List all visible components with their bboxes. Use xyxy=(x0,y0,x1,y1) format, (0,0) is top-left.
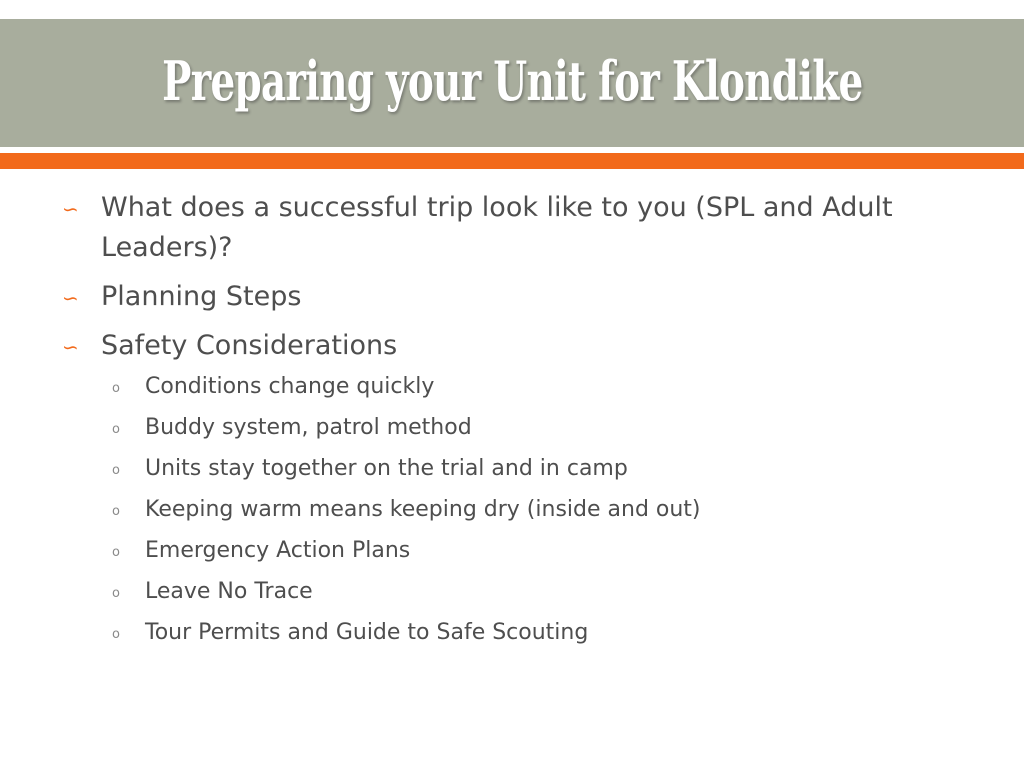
sub-bullet-item xyxy=(0,576,1024,608)
bullet-safety-considerations xyxy=(0,326,1024,366)
sub-bullet-item xyxy=(0,371,1024,403)
sub-bullet-item xyxy=(0,617,1024,649)
hollow-circle-bullet-icon: o xyxy=(112,422,120,437)
title-band xyxy=(0,19,1024,147)
hollow-circle-bullet-icon: o xyxy=(112,627,120,642)
sub-bullet-text: Tour Permits and Guide to Safe Scouting xyxy=(145,620,589,645)
sub-bullet-text: Conditions change quickly xyxy=(145,374,435,399)
sub-bullet-text: Buddy system, patrol method xyxy=(145,415,472,440)
bullet-text: What does a successful trip look like to you (SPL and Adult Leaders)? xyxy=(101,192,893,263)
sub-bullet-text: Keeping warm means keeping dry (inside and out) xyxy=(145,497,701,522)
orange-swirl-bullet-icon: ∽ xyxy=(62,335,79,359)
orange-swirl-bullet-icon: ∽ xyxy=(62,197,79,221)
hollow-circle-bullet-icon: o xyxy=(112,545,120,560)
sub-bullet-item xyxy=(0,412,1024,444)
orange-accent-rule xyxy=(0,153,1024,169)
safety-subitems-list xyxy=(0,371,1024,649)
sub-bullet-item xyxy=(0,453,1024,485)
sub-bullet-text: Units stay together on the trial and in camp xyxy=(145,456,628,481)
hollow-circle-bullet-icon: o xyxy=(112,504,120,519)
hollow-circle-bullet-icon: o xyxy=(112,586,120,601)
bullet-text: Safety Considerations xyxy=(101,330,398,361)
hollow-circle-bullet-icon: o xyxy=(112,463,120,478)
slide-title: Preparing your Unit for Klondike xyxy=(161,49,863,113)
hollow-circle-bullet-icon: o xyxy=(112,381,120,396)
orange-swirl-bullet-icon: ∽ xyxy=(62,286,79,310)
bullet-text: Planning Steps xyxy=(101,281,302,312)
sub-bullet-item xyxy=(0,494,1024,526)
sub-bullet-item xyxy=(0,535,1024,567)
slide-content xyxy=(0,188,1024,658)
bullet-successful-trip xyxy=(0,188,1024,268)
title-divider-gap xyxy=(0,147,1024,152)
sub-bullet-text: Emergency Action Plans xyxy=(145,538,411,563)
sub-bullet-text: Leave No Trace xyxy=(145,579,313,604)
bullet-planning-steps xyxy=(0,277,1024,317)
